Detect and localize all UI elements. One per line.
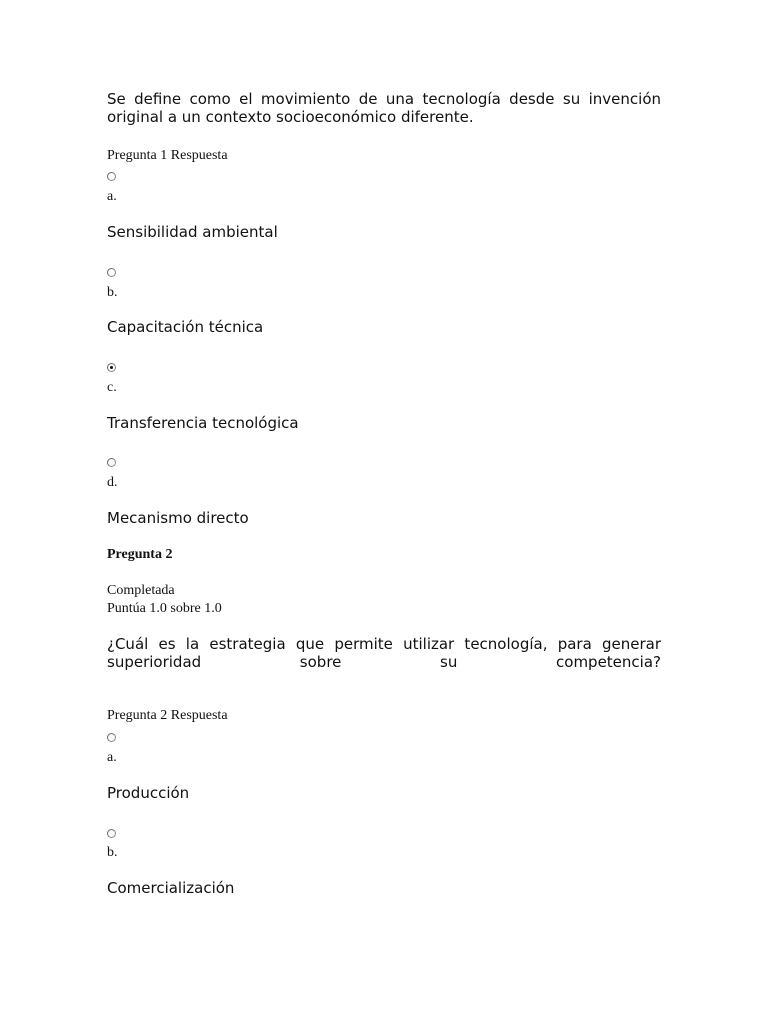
q1-option-c-radio-wrap — [107, 359, 661, 377]
q2-option-b-radio[interactable] — [107, 829, 116, 838]
question-2-answer-label: Pregunta 2 Respuesta — [107, 708, 228, 723]
q1-option-b-radio-wrap — [107, 264, 661, 282]
q1-option-a-text: Sensibilidad ambiental — [107, 223, 278, 241]
q1-option-b-text: Capacitación técnica — [107, 318, 264, 336]
q2-option-a-text: Producción — [107, 784, 190, 802]
q2-option-a-letter: a. — [107, 750, 117, 765]
q1-option-c-radio[interactable] — [107, 363, 116, 372]
q2-option-b-radio-wrap — [107, 825, 661, 843]
q1-option-b-letter: b. — [107, 285, 118, 300]
question-2-text-line-1: ¿Cuál es la estrategia que permite utilizar tecnología, para generar — [107, 635, 661, 653]
question-2-score: Puntúa 1.0 sobre 1.0 — [107, 601, 222, 616]
question-1-answer-label: Pregunta 1 Respuesta — [107, 148, 228, 163]
q1-option-b-radio[interactable] — [107, 268, 116, 277]
q1-option-d-text: Mecanismo directo — [107, 509, 249, 527]
q1-option-a-radio[interactable] — [107, 172, 116, 181]
q1-option-d-radio-wrap — [107, 454, 661, 472]
q1-option-c-letter: c. — [107, 380, 117, 395]
q1-option-d-radio[interactable] — [107, 458, 116, 467]
q2-option-b-letter: b. — [107, 845, 118, 860]
q1-option-a-radio-wrap — [107, 168, 661, 186]
q2-option-a-radio-wrap — [107, 729, 661, 747]
question-2-heading: Pregunta 2 — [107, 547, 173, 562]
question-2-text-line-2: superioridad sobre su competencia? — [107, 653, 661, 671]
q1-option-c-text: Transferencia tecnológica — [107, 414, 299, 432]
question-2-status: Completada — [107, 583, 175, 598]
q1-option-d-letter: d. — [107, 475, 118, 490]
q2-option-a-radio[interactable] — [107, 733, 116, 742]
q2-option-b-text: Comercialización — [107, 879, 235, 897]
question-1-text: Se define como el movimiento de una tecnología desde su invención original a un contexto socioeconómico diferente. — [107, 90, 661, 126]
q1-option-a-letter: a. — [107, 189, 117, 204]
